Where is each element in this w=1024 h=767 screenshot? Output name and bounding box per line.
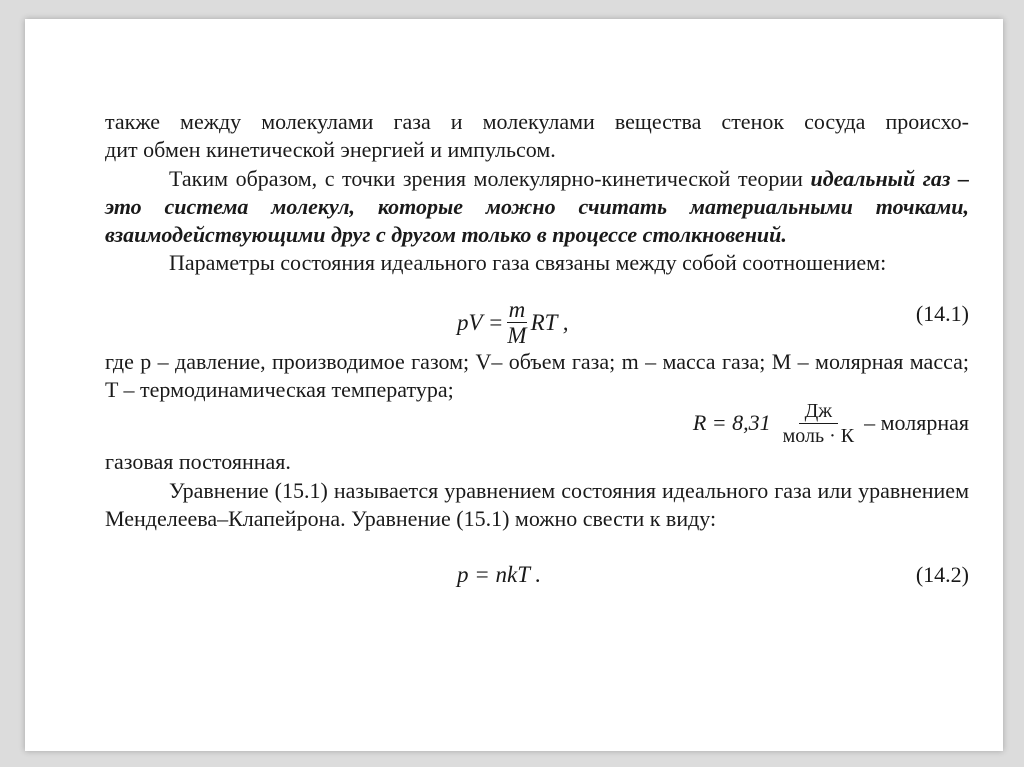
equation-14-1 (105, 278, 969, 348)
paragraph-2-intro: Таким образом, с точки зрения молекулярно-кинетической теории (169, 165, 803, 191)
document-page (25, 19, 1003, 751)
gas-constant-value: R = 8,31 (692, 410, 771, 436)
paragraph-1-line-2: дит обмен кинетической энергией и импульсом. (105, 137, 556, 163)
gas-constant-unit-num: Дж (799, 399, 838, 424)
paragraph-2 (105, 165, 969, 250)
paragraph-1 (105, 108, 969, 136)
paragraph-4 (105, 348, 969, 405)
eq1-rhs: RT , (530, 310, 569, 336)
gas-constant-tail: – молярная (864, 410, 969, 436)
paragraph-1-end (105, 136, 969, 164)
gas-constant-line (105, 398, 969, 448)
equation-14-2-formula: p = nkT . (457, 562, 542, 588)
equation-14-1-number: (14.1) (915, 300, 969, 326)
equation-14-2 (105, 547, 969, 607)
eq1-frac-den: M (507, 322, 527, 348)
paragraph-5 (105, 477, 969, 534)
gas-constant-expression (693, 399, 969, 448)
paragraph-3 (105, 249, 969, 277)
gas-constant-unit (777, 399, 861, 448)
eq1-lhs: pV = (457, 310, 504, 336)
paragraph-4-end (105, 448, 969, 476)
gas-constant-unit-den: моль · К (782, 424, 855, 447)
paragraph-3-text: Параметры состояния идеального газа связаны между собой соотношением: (169, 250, 887, 276)
eq1-fraction (505, 298, 528, 349)
paragraph-4-last: газовая постоянная. (105, 449, 291, 475)
eq1-frac-num: m (508, 296, 526, 322)
equation-14-1-formula (457, 298, 569, 349)
equation-14-2-number: (14.2) (915, 562, 969, 588)
paragraph-5-text: Уравнение (15.1) называется уравнением состояния идеального газа или уравнением Менделеева–Клапейрона. Уравнение (15.1) можно свести к виду: (105, 477, 969, 531)
paragraph-4-text: где p – давление, производимое газом; V– объем газа; m – масса газа; M – молярная масса; T – термодинамическая температура; (105, 348, 969, 403)
document-body (105, 108, 969, 607)
paragraph-1-line-1: также между молекулами газа и молекулами вещества стенок сосуда происхо- (105, 109, 969, 134)
ideal-gas-definition: идеальный газ – это система молекул, которые можно считать материальными точками, взаимодействующими друг с другом только в процессе столкновений. (105, 165, 970, 248)
